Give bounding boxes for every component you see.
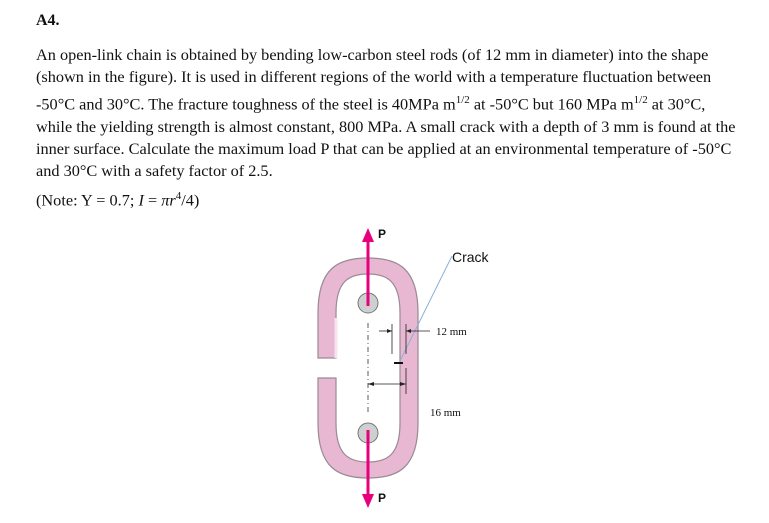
statement-part-2: at -50°C but 160 MPa m <box>469 94 634 114</box>
note-moment-symbol: I <box>138 190 144 210</box>
chain-link-figure <box>290 218 530 518</box>
top-arrowhead <box>362 228 374 242</box>
note-equals: = <box>143 190 162 210</box>
diameter-dimension-label: 12 mm <box>436 326 467 338</box>
note-prefix: (Note: Y = 0.7; <box>36 190 139 210</box>
bottom-arrowhead <box>362 494 374 508</box>
note-suffix: /4) <box>181 190 200 210</box>
dim-16-head-left <box>368 382 374 386</box>
offset-dimension-label: 16 mm <box>430 407 461 419</box>
dim-12-head-left <box>387 329 392 333</box>
crack-label: Crack <box>452 249 489 265</box>
bottom-load-label: P <box>378 491 387 505</box>
top-load-label: P <box>378 227 387 241</box>
chain-link-diagram <box>290 218 530 518</box>
exponent-2: 1/2 <box>633 93 648 106</box>
note-pi-r: πr <box>161 190 176 210</box>
problem-number: A4. <box>36 12 60 29</box>
exponent-1: 1/2 <box>455 93 470 106</box>
statement-part-1: An open-link chain is obtained by bending low-carbon steel rods (of 12 mm in diameter) into the shape (shown in the figure). It is used in different regions of the world with a temperature fluctuation between -50°C and 30°C. The fracture toughness of the steel is 40MPa m <box>36 45 712 114</box>
statement-part-3: at 30°C, while the yielding strength is almost constant, 800 MPa. A small crack with a depth of 3 mm is found at the inner surface. Calculate the maximum load P that can be applied at an environmental temperature of -50°C and 30°C with a safety factor of 2.5. <box>36 94 736 181</box>
problem-statement <box>36 44 736 183</box>
note-exponent: 4 <box>175 190 182 202</box>
problem-note <box>36 190 199 210</box>
